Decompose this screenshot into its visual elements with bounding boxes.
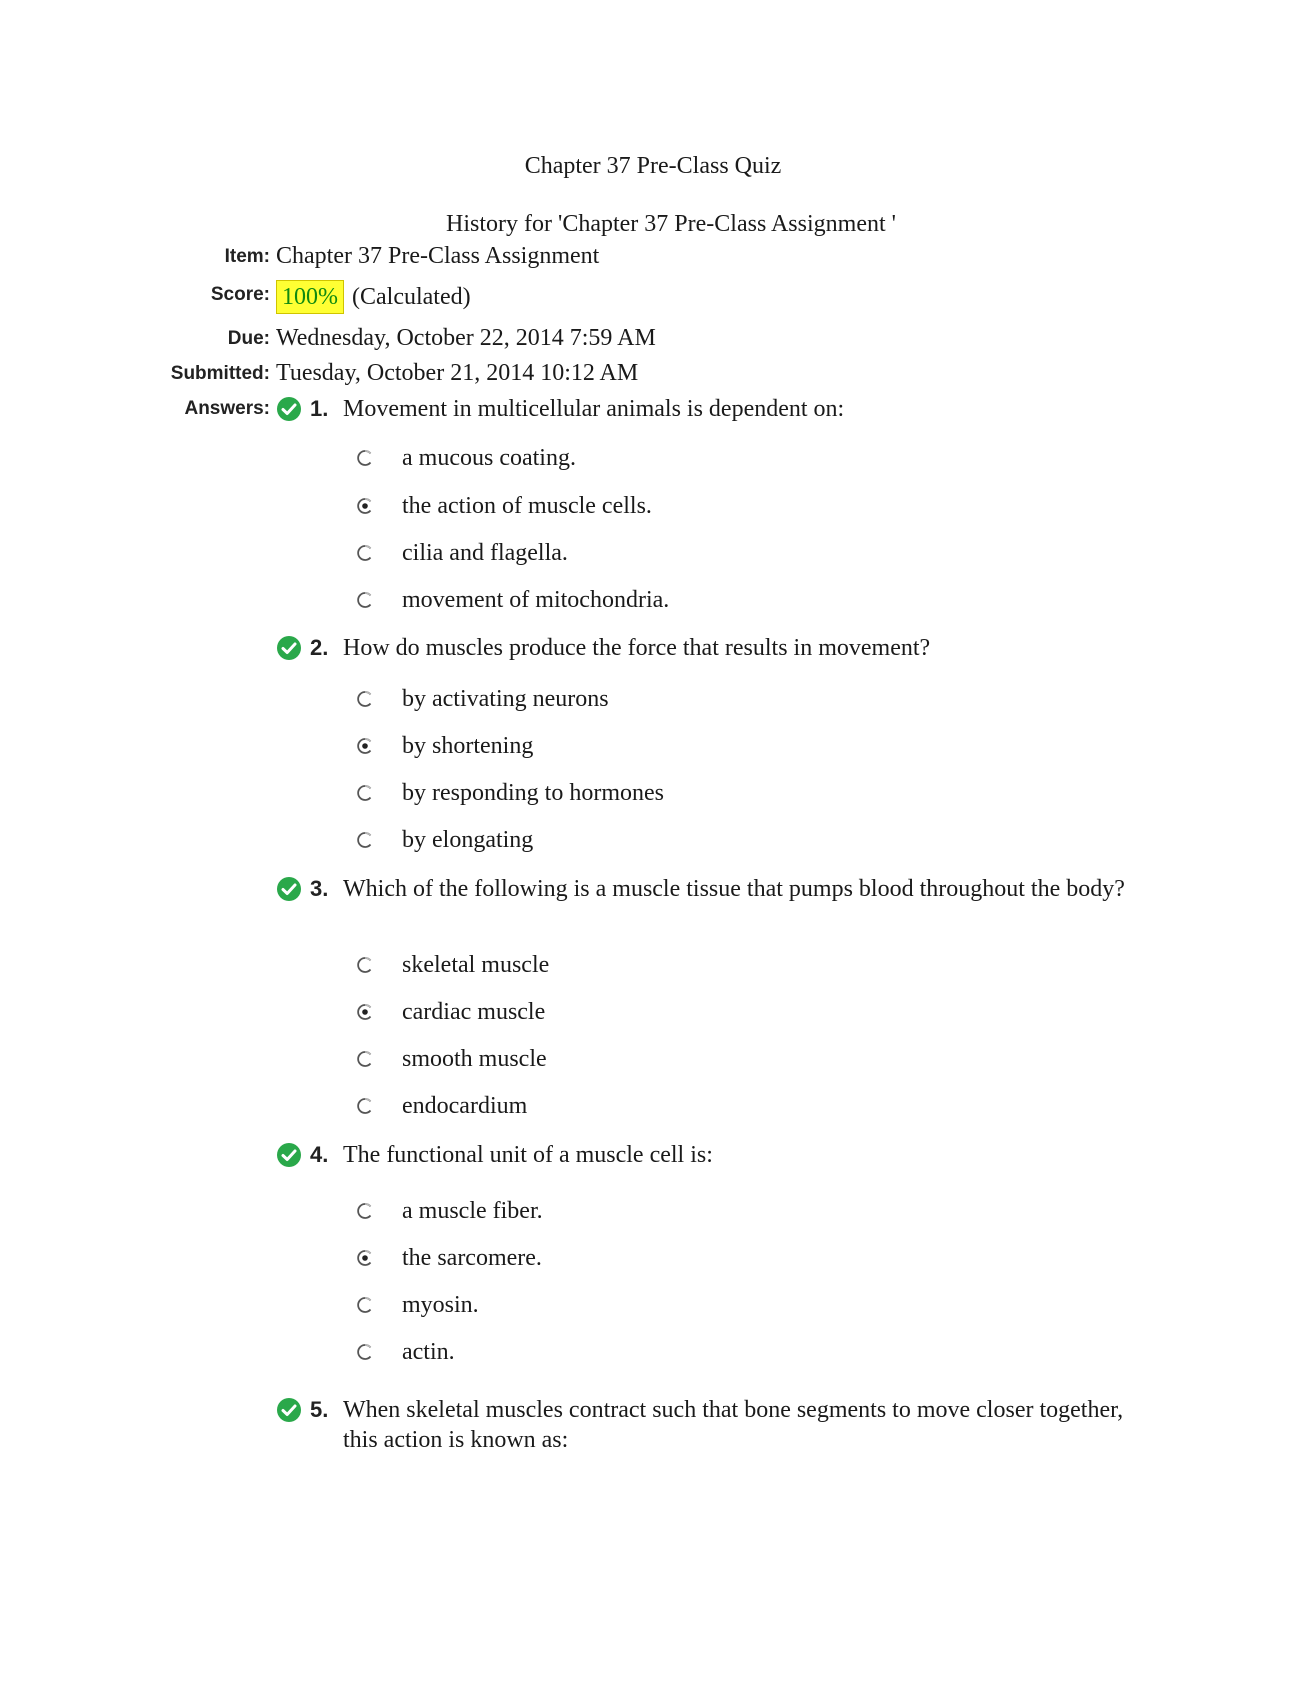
answer-option-label: by responding to hormones — [402, 780, 664, 806]
question-5 — [276, 1395, 1136, 1455]
radio-empty-icon — [356, 1050, 374, 1068]
answer-option-label: the sarcomere. — [402, 1245, 542, 1271]
question-header — [276, 633, 1136, 663]
radio-selected-icon — [356, 497, 374, 515]
question-4 — [276, 1140, 1136, 1170]
due-value: Wednesday, October 22, 2014 7:59 AM — [276, 325, 656, 351]
check-circle-icon — [276, 876, 302, 902]
due-label: Due: — [227, 328, 270, 349]
radio-empty-icon — [356, 591, 374, 609]
radio-selected-icon — [356, 1003, 374, 1021]
radio-selected-icon — [356, 1249, 374, 1267]
question-text: Which of the following is a muscle tissue that pumps blood throughout the body? — [343, 876, 1125, 902]
question-header — [276, 874, 1136, 904]
question-text: The functional unit of a muscle cell is: — [343, 1142, 713, 1168]
answer-option-label: by shortening — [402, 733, 534, 759]
radio-empty-icon — [356, 831, 374, 849]
answer-option-label: skeletal muscle — [402, 952, 550, 978]
question-header — [276, 1395, 1136, 1455]
answer-option-label: myosin. — [402, 1292, 479, 1318]
item-value: Chapter 37 Pre-Class Assignment — [276, 243, 600, 269]
score-label: Score: — [210, 284, 270, 305]
question-number: 1. — [310, 396, 329, 421]
question-3 — [276, 874, 1136, 904]
answer-option-label: movement of mitochondria. — [402, 587, 670, 613]
radio-selected-icon — [356, 737, 374, 755]
history-heading: History for 'Chapter 37 Pre-Class Assignment ' — [446, 211, 896, 237]
question-number: 3. — [310, 876, 329, 901]
radio-empty-icon — [356, 449, 374, 467]
question-2 — [276, 633, 1136, 663]
answers-label: Answers: — [184, 398, 270, 419]
question-header — [276, 394, 1136, 424]
answer-option-label: actin. — [402, 1339, 455, 1365]
score-badge: 100% — [276, 280, 344, 314]
answer-option-label: cilia and flagella. — [402, 540, 568, 566]
answer-option-label: the action of muscle cells. — [402, 493, 652, 519]
question-number: 4. — [310, 1142, 329, 1167]
check-circle-icon — [276, 1397, 302, 1423]
answer-option-label: smooth muscle — [402, 1046, 547, 1072]
answer-option-label: a mucous coating. — [402, 445, 576, 471]
submitted-value: Tuesday, October 21, 2014 10:12 AM — [276, 360, 639, 386]
score-note: (Calculated) — [352, 284, 471, 310]
question-text: Movement in multicellular animals is dependent on: — [343, 396, 845, 422]
radio-empty-icon — [356, 544, 374, 562]
question-number: 2. — [310, 635, 329, 660]
page-title: Chapter 37 Pre-Class Quiz — [524, 153, 782, 179]
item-label: Item: — [224, 246, 270, 267]
answer-option-label: by activating neurons — [402, 686, 609, 712]
answer-option-label: endocardium — [402, 1093, 528, 1119]
question-number: 5. — [310, 1397, 329, 1422]
answer-option-label: a muscle fiber. — [402, 1198, 543, 1224]
check-circle-icon — [276, 1142, 302, 1168]
question-text: When skeletal muscles contract such that bone segments to move closer together, this action is known as: — [343, 1397, 1124, 1453]
radio-empty-icon — [356, 690, 374, 708]
submitted-label: Submitted: — [170, 363, 270, 384]
check-circle-icon — [276, 396, 302, 422]
check-circle-icon — [276, 635, 302, 661]
answer-option-label: cardiac muscle — [402, 999, 546, 1025]
question-1 — [276, 394, 1136, 424]
radio-empty-icon — [356, 784, 374, 802]
question-text: How do muscles produce the force that results in movement? — [343, 635, 931, 661]
answer-option-label: by elongating — [402, 827, 534, 853]
radio-empty-icon — [356, 1202, 374, 1220]
radio-empty-icon — [356, 1097, 374, 1115]
question-header — [276, 1140, 1136, 1170]
radio-empty-icon — [356, 1296, 374, 1314]
radio-empty-icon — [356, 1343, 374, 1361]
score-value-row — [276, 280, 471, 314]
radio-empty-icon — [356, 956, 374, 974]
